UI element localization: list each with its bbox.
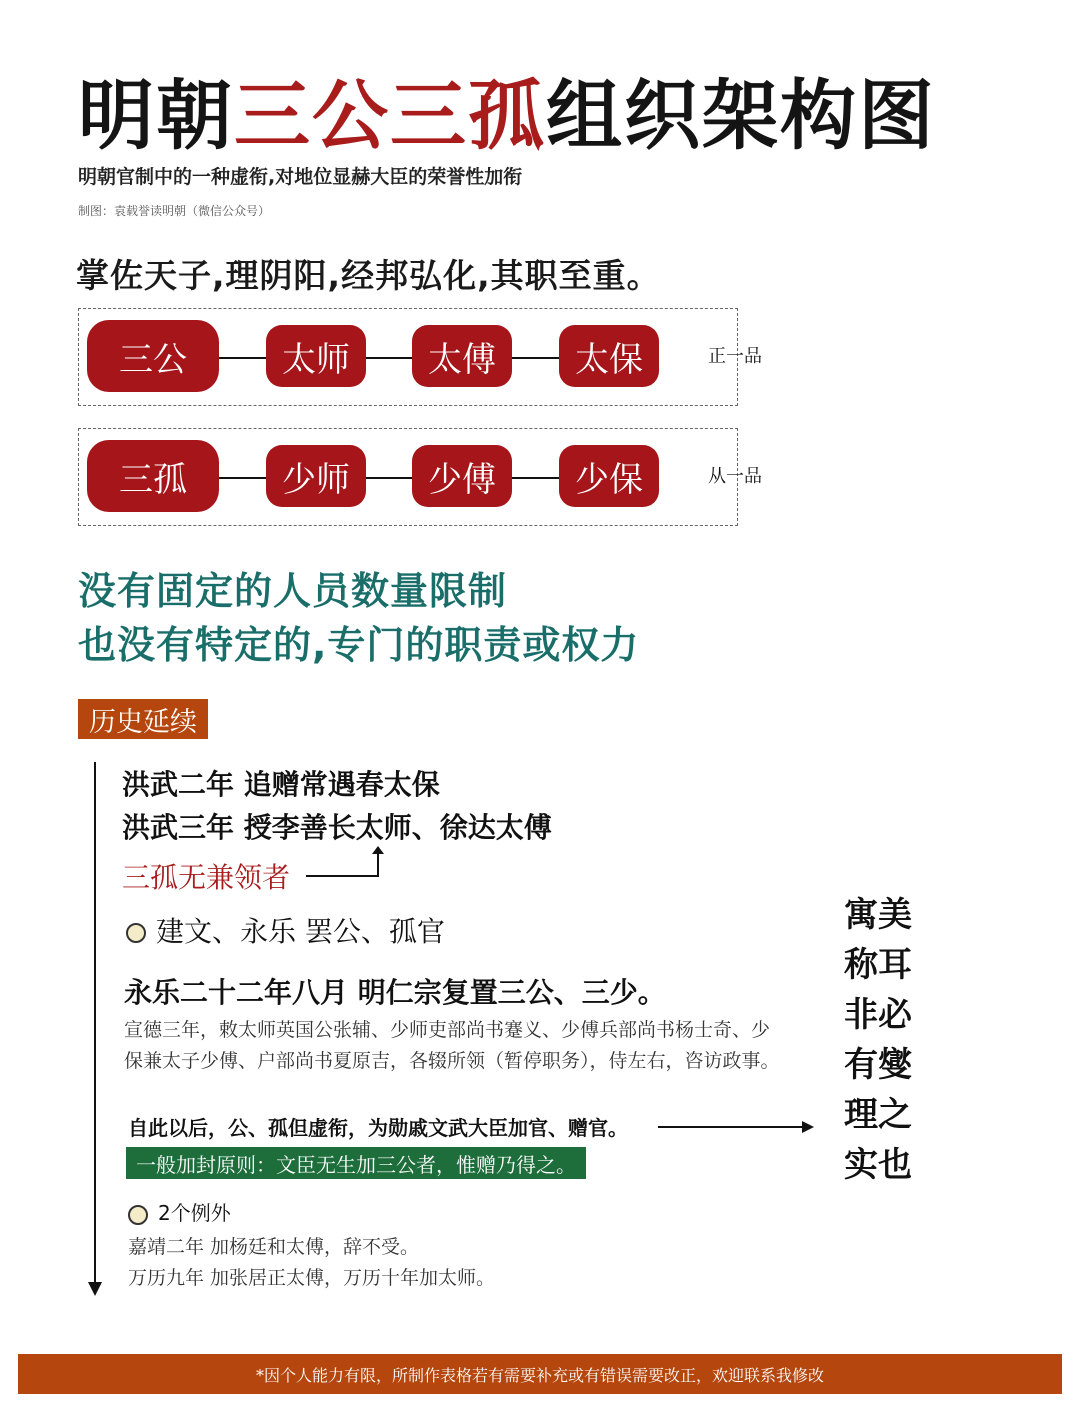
node-shaofu: 少傅: [412, 445, 512, 507]
credit: 制图：袁载誉读明朝（微信公众号）: [78, 204, 271, 218]
footer-banner: *因个人能力有限，所制作表格若有需要补充或有错误需要改正，欢迎联系我修改: [18, 1354, 1062, 1394]
rank-box-sangu: [78, 428, 738, 526]
timeline-arrow-icon: [88, 1282, 102, 1296]
side-text-line: 非必: [844, 995, 912, 1035]
timeline-line: [94, 762, 96, 1284]
side-text-line: 称耳: [844, 945, 912, 985]
timeline-item-1: 洪武二年 追赠常遇春太保: [122, 768, 440, 801]
page-title: [78, 71, 936, 160]
node-taifu: 太傅: [412, 325, 512, 387]
title-part-1: 明朝: [78, 71, 234, 160]
note-line-1: 没有固定的人员数量限制: [78, 569, 508, 613]
exception-2: 万历九年 加张居正太傅，万历十年加太师。: [128, 1267, 496, 1289]
bullet-text-1: 建文、永乐 罢公、孤官: [156, 915, 445, 948]
grade-label-1: 正一品: [708, 346, 762, 367]
bold-line: 自此以后，公、孤但虚衔，为勋戚文武大臣加官、赠官。: [128, 1116, 628, 1140]
node-shaobao: 少保: [559, 445, 659, 507]
side-text-line: 寓美: [844, 895, 912, 935]
side-text-line: 实也: [844, 1145, 912, 1185]
principle-bar: 一般加封原则：文臣无生加三公者，惟赠乃得之。: [126, 1147, 586, 1179]
red-note: 三孤无兼领者: [122, 861, 291, 894]
title-part-3: 组织架构图: [546, 71, 936, 160]
motto: 掌佐天子,理阴阳,经邦弘化,其职至重。: [76, 256, 661, 295]
rank-box-sangong: [78, 308, 738, 406]
right-arrow-icon: [658, 1118, 818, 1136]
title-part-2: 三公三孤: [234, 71, 546, 160]
timeline-item-2: 洪武三年 授李善长太师、徐达太傅: [122, 811, 552, 844]
side-text: [844, 890, 924, 1190]
grade-label-2: 从一品: [708, 466, 762, 487]
node-shaoshi: 少师: [266, 445, 366, 507]
side-text-line: 理之: [844, 1095, 912, 1135]
node-sangong: 三公: [87, 320, 219, 392]
circle-bullet-icon: [126, 923, 146, 943]
node-taishi: 太师: [266, 325, 366, 387]
circle-bullet-icon: [128, 1205, 148, 1225]
bullet-item-2: [128, 1197, 231, 1226]
node-sangu: 三孤: [87, 440, 219, 512]
note-line-2: 也没有特定的,专门的职责或权力: [78, 623, 640, 667]
timeline-item-3: 永乐二十二年八月 明仁宗复置三公、三少。: [124, 976, 666, 1009]
exception-1: 嘉靖二年 加杨廷和太傅，辞不受。: [128, 1236, 420, 1258]
paragraph: 宣德三年，敕太师英国公张辅、少师吏部尚书蹇义、少傅兵部尚书杨士奇、少保兼太子少傅、户部尚书夏原吉，各辍所领（暂停职务），侍左右，咨访政事。: [124, 1019, 780, 1072]
node-taibao: 太保: [559, 325, 659, 387]
side-text-line: 有燮: [844, 1045, 912, 1085]
bullet-item-1: [126, 910, 445, 950]
bullet-text-2: 2个例外: [158, 1201, 231, 1225]
section-tag: 历史延续: [78, 699, 208, 739]
subtitle: 明朝官制中的一种虚衔,对地位显赫大臣的荣誉性加衔: [78, 166, 523, 188]
up-arrow-icon: [300, 846, 390, 882]
